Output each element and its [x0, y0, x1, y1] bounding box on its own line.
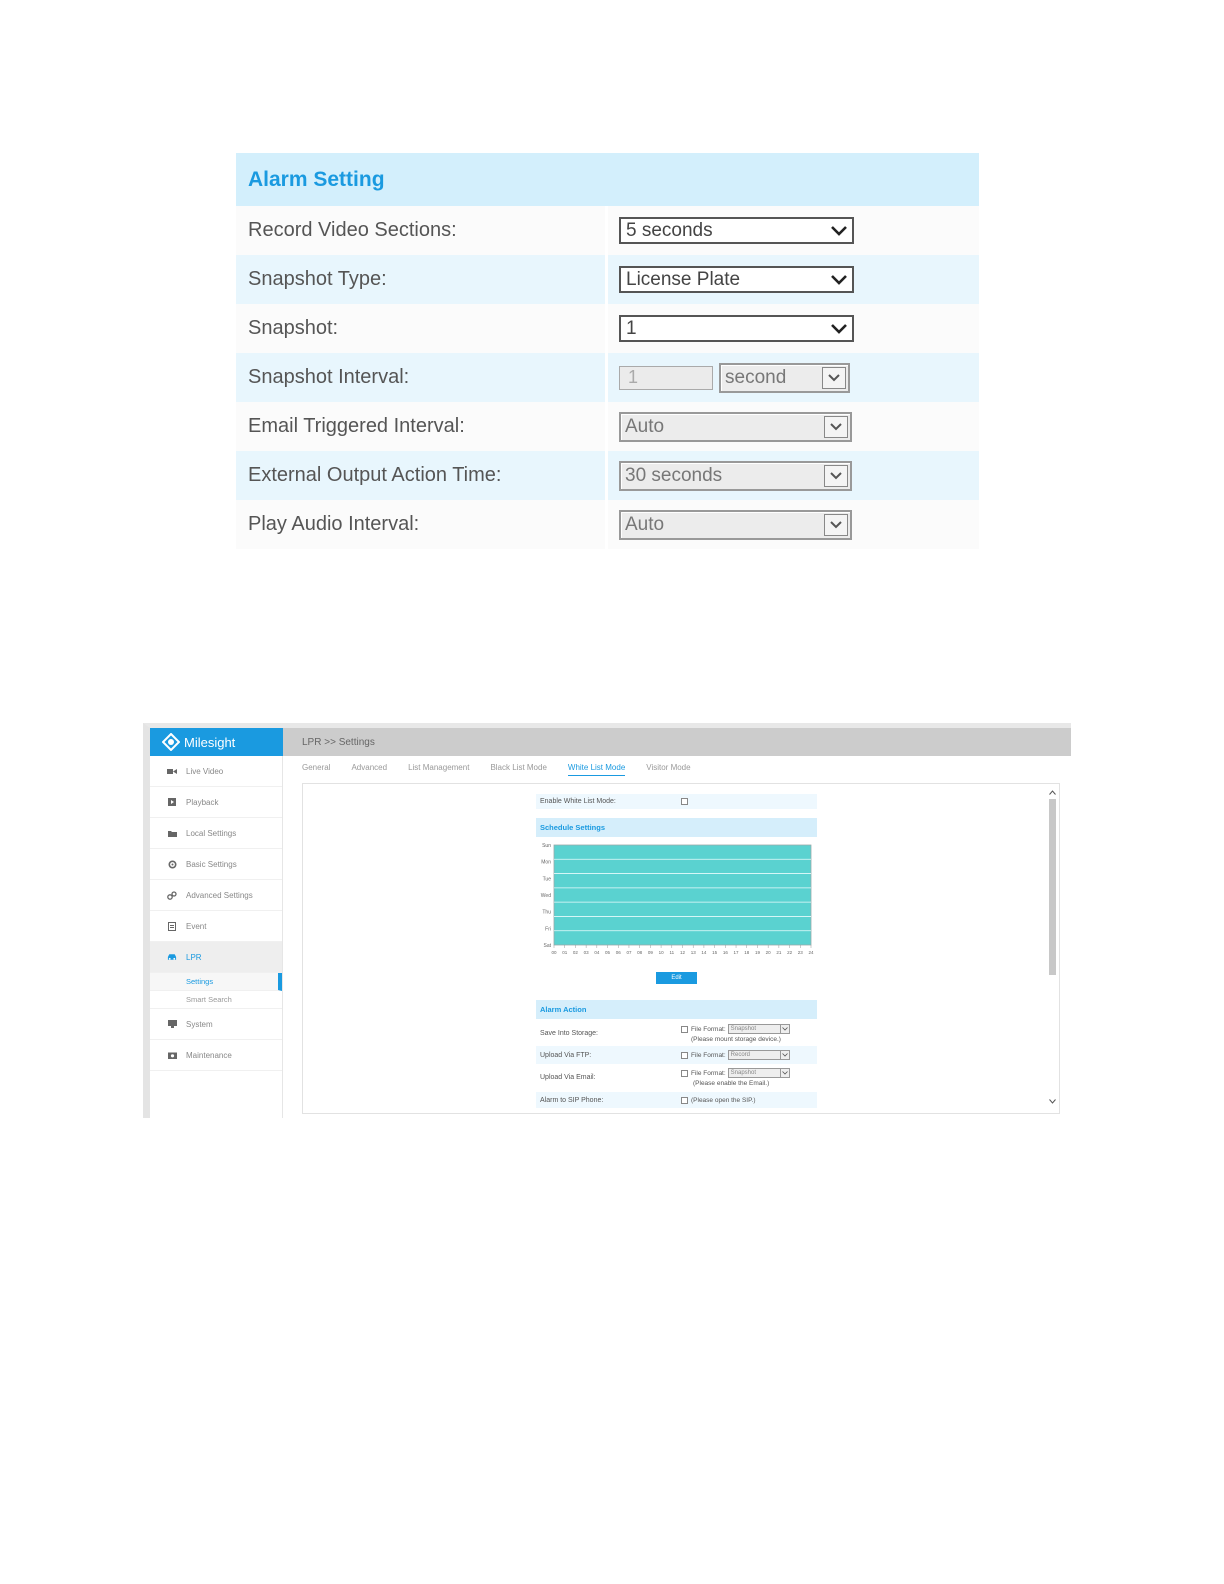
hour-label: 14 [701, 950, 707, 955]
upload-ftp-checkbox[interactable] [681, 1052, 688, 1059]
chevron-down-icon [830, 271, 848, 289]
gears-icon [167, 890, 177, 900]
hour-label: 11 [669, 950, 675, 955]
snapshot-type-select[interactable] [619, 266, 854, 293]
ftp-format-value: Record [730, 1052, 751, 1058]
scroll-down-icon[interactable] [1048, 1097, 1057, 1106]
snapshot-type-value: License Plate [626, 268, 741, 290]
play-audio-interval-row [236, 500, 979, 549]
hour-label: 07 [626, 950, 632, 955]
hour-label: 06 [615, 950, 621, 955]
breadcrumb: LPR >> Settings [302, 736, 375, 748]
top-bar [283, 728, 1071, 756]
alarm-setting-panel [236, 153, 979, 549]
storage-note: (Please mount storage device.) [691, 1036, 781, 1043]
chevron-down-icon [780, 1069, 789, 1077]
sidebar-item-label: Advanced Settings [186, 890, 253, 900]
sidebar-item-lpr[interactable] [150, 942, 282, 973]
hour-label: 19 [754, 950, 760, 955]
email-format-value: Snapshot [730, 1070, 757, 1076]
record-video-sections-label: Record Video Sections: [236, 206, 608, 255]
sidebar-item-label: Event [186, 921, 207, 931]
hour-label: 02 [572, 950, 578, 955]
video-camera-icon [167, 766, 177, 776]
sidebar-item-label: Basic Settings [186, 859, 237, 869]
sidebar-item-event[interactable] [150, 911, 282, 942]
alarm-setting-header [236, 153, 979, 206]
tab-general[interactable]: General [302, 763, 331, 772]
snapshot-select[interactable] [619, 315, 854, 342]
day-label: Fri [545, 926, 551, 933]
hour-label: 12 [679, 950, 686, 955]
snapshot-interval-unit-select[interactable] [719, 363, 850, 393]
chevron-down-icon [780, 1051, 789, 1059]
external-output-action-time-select[interactable] [619, 461, 852, 491]
enable-white-list-label: Enable White List Mode: [540, 798, 616, 805]
sidebar-item-local-settings[interactable] [150, 818, 282, 849]
enable-white-list-checkbox[interactable] [681, 798, 688, 805]
hour-label: 05 [605, 950, 611, 955]
external-output-action-time-row [236, 451, 979, 500]
schedule-settings-section [536, 818, 817, 837]
chevron-down-icon [824, 465, 848, 487]
hour-label: 16 [722, 950, 728, 955]
email-triggered-interval-value: Auto [625, 415, 665, 437]
sidebar-item-label: System [186, 1019, 213, 1029]
email-triggered-interval-select[interactable] [619, 412, 852, 442]
sidebar-subitem-settings[interactable]: Settings [150, 973, 282, 991]
snapshot-label: Snapshot: [236, 304, 608, 353]
external-output-action-time-value: 30 seconds [625, 464, 723, 486]
alarm-sip-checkbox[interactable] [681, 1097, 688, 1104]
upload-email-row [536, 1064, 817, 1092]
hour-label: 10 [658, 950, 664, 955]
hour-label: 22 [787, 950, 793, 955]
camera-icon [167, 1050, 177, 1060]
snapshot-interval-row [236, 353, 979, 402]
sidebar-item-basic-settings[interactable] [150, 849, 282, 880]
tab-advanced[interactable]: Advanced [351, 763, 388, 772]
brand-logo[interactable] [150, 728, 283, 756]
car-icon [167, 952, 177, 962]
play-audio-interval-select[interactable] [619, 510, 852, 540]
monitor-icon [167, 1019, 177, 1029]
day-label: Sun [542, 843, 551, 849]
sidebar-subitem-smart-search[interactable]: Smart Search [150, 991, 282, 1009]
snapshot-row [236, 304, 979, 353]
sidebar-item-label: Live Video [186, 766, 224, 776]
tab-white-list-mode[interactable]: White List Mode [568, 763, 625, 776]
snapshot-interval-unit-value: second [725, 366, 787, 388]
upload-email-label: Upload Via Email: [540, 1074, 596, 1081]
chevron-down-icon [824, 514, 848, 536]
chevron-down-icon [822, 367, 846, 389]
record-video-sections-select[interactable] [619, 217, 854, 244]
sidebar-item-label: Playback [186, 797, 219, 807]
snapshot-type-row [236, 255, 979, 304]
email-format-select[interactable] [728, 1068, 790, 1078]
file-format-label: File Format: [691, 1051, 726, 1059]
hour-label: 03 [583, 950, 589, 955]
play-audio-interval-value: Auto [625, 513, 665, 535]
sidebar-item-label: LPR [186, 952, 202, 962]
gear-icon [167, 859, 177, 869]
chevron-down-icon [830, 222, 848, 240]
day-label: Sat [543, 943, 551, 949]
edit-schedule-button[interactable]: Edit [656, 972, 697, 984]
day-label: Mon [541, 859, 551, 866]
email-triggered-interval-label: Email Triggered Interval: [236, 402, 608, 451]
file-format-label: File Format: [691, 1025, 726, 1033]
sidebar-item-label: Local Settings [186, 828, 237, 838]
hour-label: 04 [594, 950, 600, 955]
hour-label: 21 [776, 950, 782, 955]
alarm-action-header: Alarm Action [536, 1000, 817, 1019]
hour-label: 13 [690, 950, 696, 955]
record-video-sections-value: 5 seconds [626, 219, 713, 241]
sidebar-item-maintenance[interactable] [150, 1040, 282, 1071]
hour-label: 17 [733, 950, 739, 955]
milesight-logo-icon [162, 733, 180, 751]
milesight-window [143, 723, 1071, 1118]
record-video-sections-row [236, 206, 979, 255]
sidebar-item-label: Maintenance [186, 1050, 232, 1060]
upload-ftp-label: Upload Via FTP: [540, 1051, 592, 1059]
upload-email-checkbox[interactable] [681, 1070, 688, 1077]
sidebar-item-system[interactable] [150, 1009, 282, 1040]
settings-tabs [302, 763, 712, 776]
ftp-format-select[interactable] [728, 1050, 790, 1060]
tab-list-management[interactable]: List Management [408, 763, 470, 772]
save-storage-format-value: Snapshot [730, 1026, 757, 1032]
schedule-grid[interactable] [531, 842, 821, 962]
alarm-setting-title: Alarm Setting [248, 167, 385, 191]
file-format-label: File Format: [691, 1069, 726, 1077]
chevron-down-icon [830, 320, 848, 338]
play-audio-interval-label: Play Audio Interval: [236, 500, 608, 549]
hour-label: 24 [808, 950, 814, 955]
schedule-settings-header: Schedule Settings [536, 818, 817, 837]
sidebar-item-playback[interactable] [150, 787, 282, 818]
hour-label: 20 [765, 950, 771, 955]
alarm-action-section [536, 1000, 817, 1108]
alarm-sip-row [536, 1092, 817, 1108]
hour-label: 08 [637, 950, 643, 955]
content-panel [302, 783, 1060, 1114]
hour-label: 18 [744, 950, 750, 955]
day-label: Wed [540, 893, 551, 899]
chevron-down-icon [824, 416, 848, 438]
snapshot-interval-input[interactable]: 1 [619, 366, 713, 390]
email-note: (Please enable the Email.) [693, 1080, 770, 1087]
external-output-action-time-label: External Output Action Time: [236, 451, 608, 500]
vertical-scrollbar[interactable] [1048, 788, 1057, 1106]
save-into-storage-checkbox[interactable] [681, 1026, 688, 1033]
event-icon [167, 921, 177, 931]
tab-black-list-mode[interactable]: Black List Mode [490, 763, 547, 772]
sidebar-item-live-video[interactable] [150, 756, 282, 787]
day-label: Thu [542, 909, 551, 916]
save-into-storage-row [536, 1019, 817, 1046]
chevron-down-icon [780, 1025, 789, 1033]
email-triggered-interval-row [236, 402, 979, 451]
scrollbar-thumb[interactable] [1049, 799, 1056, 975]
save-storage-format-select[interactable] [728, 1024, 790, 1034]
snapshot-type-label: Snapshot Type: [236, 255, 608, 304]
hour-label: 01 [562, 950, 568, 955]
scroll-up-icon[interactable] [1048, 788, 1057, 797]
hour-label: 00 [551, 950, 557, 955]
folder-icon [167, 828, 177, 838]
enable-white-list-row [536, 794, 817, 809]
hour-label: 23 [797, 950, 803, 955]
sidebar [150, 756, 283, 1118]
sidebar-item-advanced-settings[interactable] [150, 880, 282, 911]
tab-visitor-mode[interactable]: Visitor Mode [646, 763, 691, 772]
hour-label: 09 [647, 950, 653, 955]
snapshot-interval-label: Snapshot Interval: [236, 353, 608, 402]
schedule-fill [554, 845, 811, 945]
save-into-storage-label: Save Into Storage: [540, 1030, 598, 1037]
day-label: Tue [542, 876, 551, 883]
sip-note: (Please open the SIP.) [691, 1096, 756, 1104]
snapshot-value: 1 [626, 317, 637, 339]
upload-ftp-row [536, 1046, 817, 1064]
brand-name: Milesight [184, 734, 236, 750]
hour-label: 15 [712, 950, 718, 955]
playback-icon [167, 797, 177, 807]
alarm-sip-label: Alarm to SIP Phone: [540, 1096, 604, 1104]
